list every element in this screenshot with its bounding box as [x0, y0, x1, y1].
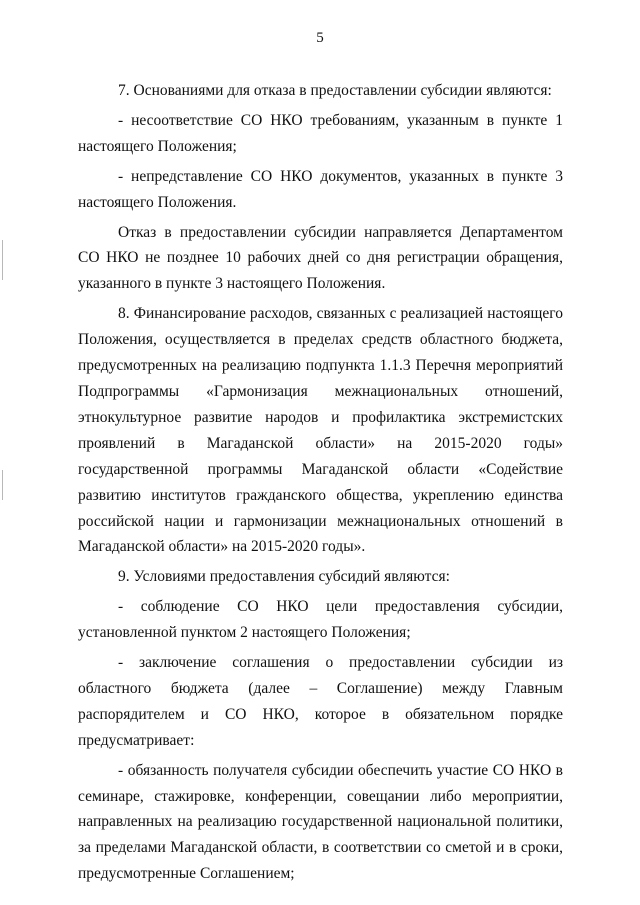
list-item-requirements: - несоответствие СО НКО требованиям, указанным в пункте 1 настоящего Положения; [78, 111, 563, 155]
list-item-purpose: - соблюдение СО НКО цели предоставления субсидии, установленной пунктом 2 настоящего Положения; [78, 598, 563, 642]
paragraph-8-financing: 8. Финансирование расходов, связанных с реализацией настоящего Положения, осуществляется в пределах средств областного бюджета, предусмотренных на реализацию подпункта 1.1.3 Перечня мероприятий Подпрограммы «Гармонизация межнациональных отношений, этнокультурное развитие народов и профилактика экстремистских проявлений в Магаданской области» на 2015-2020 годы» государственной программы Магаданской области «Содействие развитию институтов гражданского общества, укреплению единства российской нации и гармонизации межнациональных отношений в Магаданской области» на 2015-2020 годы». [78, 305, 563, 556]
document-body [78, 74, 563, 887]
paragraph-9-heading: 9. Условиями предоставления субсидий являются: [118, 568, 450, 586]
list-item-obligation: - обязанность получателя субсидии обеспечить участие СО НКО в семинаре, стажировке, конференции, совещании либо мероприятии, направленных на реализацию государственной национальной политики, за пределами Магаданской области, в соответствии со сметой и в сроки, предусмотренные Соглашением; [78, 761, 563, 883]
scan-edge-mark [2, 240, 3, 280]
paragraph-refusal: Отказ в предоставлении субсидии направляется Департаментом СО НКО не позднее 10 рабочих дней со дня регистрации обращения, указанного в пункте 3 настоящего Положения. [78, 223, 563, 293]
scan-edge-mark [2, 470, 3, 500]
page-number: 5 [316, 30, 324, 46]
list-item-documents: - непредставление СО НКО документов, указанных в пункте 3 настоящего Положения. [78, 167, 563, 211]
list-item-agreement: - заключение соглашения о предоставлении субсидии из областного бюджета (далее – Соглашение) между Главным распорядителем и СО НКО, которое в обязательном порядке предусматривает: [78, 654, 563, 749]
paragraph-7-heading: 7. Основаниями для отказа в предоставлении субсидии являются: [118, 82, 552, 99]
